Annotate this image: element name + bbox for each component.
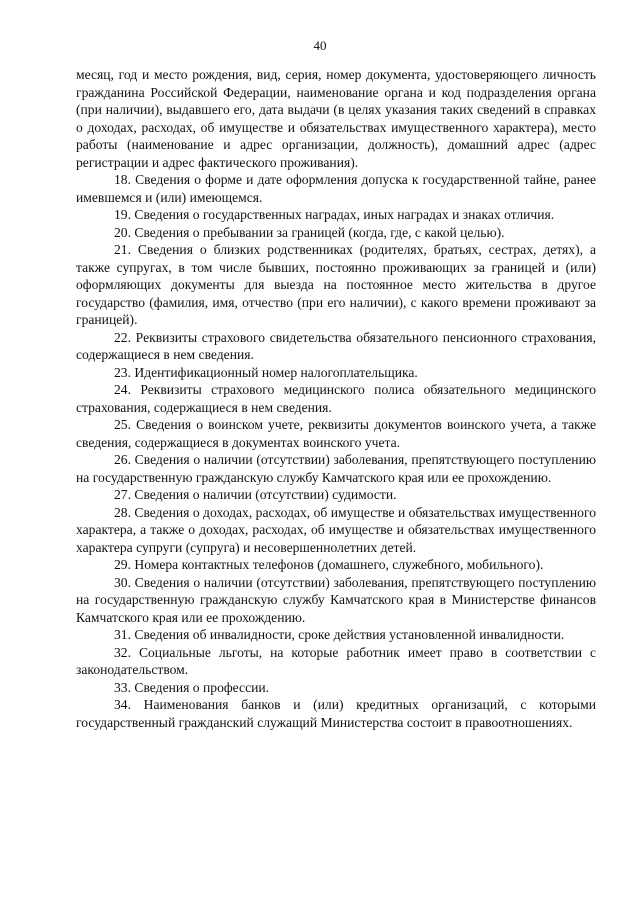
paragraph-item-23: 23. Идентификационный номер налогоплательщика. xyxy=(114,364,418,380)
paragraph-item-34: 34. Наименования банков и (или) кредитных организаций, с которыми государственный гражданский служащий Министерства состоит в правоотношениях. xyxy=(76,697,596,730)
paragraph-item-25: 25. Сведения о воинском учете, реквизиты документов воинского учета, а также сведения, содержащиеся в документах воинского учета. xyxy=(76,417,596,450)
paragraph-item-32: 32. Социальные льготы, на которые работник имеет право в соответствии с законодательством. xyxy=(76,644,596,677)
paragraph-item-28: 28. Сведения о доходах, расходах, об имуществе и обязательствах имущественного характера, а также о доходах, расходах, об имуществе и обязательствах имущественного характера супруги (супруга) и несовершеннолетних детей. xyxy=(76,504,596,555)
paragraph-item-20: 20. Сведения о пребывании за границей (когда, где, с какой целью). xyxy=(114,224,505,240)
paragraph-item-19: 19. Сведения о государственных наградах, иных наградах и знаках отличия. xyxy=(114,207,555,222)
page-number: 40 xyxy=(313,38,327,53)
paragraph-item-24: 24. Реквизиты страхового медицинского полиса обязательного медицинского страхования, содержащиеся в нем сведения. xyxy=(76,382,596,415)
paragraph-item-29: 29. Номера контактных телефонов (домашнего, служебного, мобильного). xyxy=(114,557,544,572)
paragraph-item-31: 31. Сведения об инвалидности, сроке действия установленной инвалидности. xyxy=(114,627,565,642)
paragraph-item-22: 22. Реквизиты страхового свидетельства обязательного пенсионного страхования, содержащиеся в нем сведения. xyxy=(76,329,596,362)
paragraph-item-18: 18. Сведения о форме и дате оформления допуска к государственной тайне, ранее имевшемся и (или) имеющемся. xyxy=(76,172,596,205)
document-body xyxy=(76,66,596,731)
paragraph-item-30: 30. Сведения о наличии (отсутствии) заболевания, препятствующего поступлению на государственную гражданскую службу Камчатского края в Министерстве финансов Камчатского края или ее прохождению. xyxy=(76,574,596,625)
paragraph-continuation: месяц, год и место рождения, вид, серия, номер документа, удостоверяющего личность гражданина Российской Федерации, наименование органа и код подразделения органа (при наличии), выдавшего его, дата выдачи (в целях указания таких сведений в справках о доходах, расходах, об имуществе и обязательствах имущественного характера), место работы (наименование и адрес организации, должность), домашний адрес (адрес регистрации и адрес фактического проживания). xyxy=(76,67,596,170)
paragraph-item-27: 27. Сведения о наличии (отсутствии) судимости. xyxy=(114,487,397,502)
paragraph-item-21: 21. Сведения о близких родственниках (родителях, братьях, сестрах, детях), а также супругах, в том числе бывших, постоянно проживающих за границей и (или) оформляющих документы для выезда на постоянное место жительства в другое государство (фамилия, имя, отчество (при его наличии), с какого времени проживают за границей). xyxy=(76,242,596,327)
paragraph-item-26: 26. Сведения о наличии (отсутствии) заболевания, препятствующего поступлению на государственную гражданскую службу Камчатского края или ее прохождению. xyxy=(76,452,596,485)
paragraph-item-33: 33. Сведения о профессии. xyxy=(114,679,270,695)
